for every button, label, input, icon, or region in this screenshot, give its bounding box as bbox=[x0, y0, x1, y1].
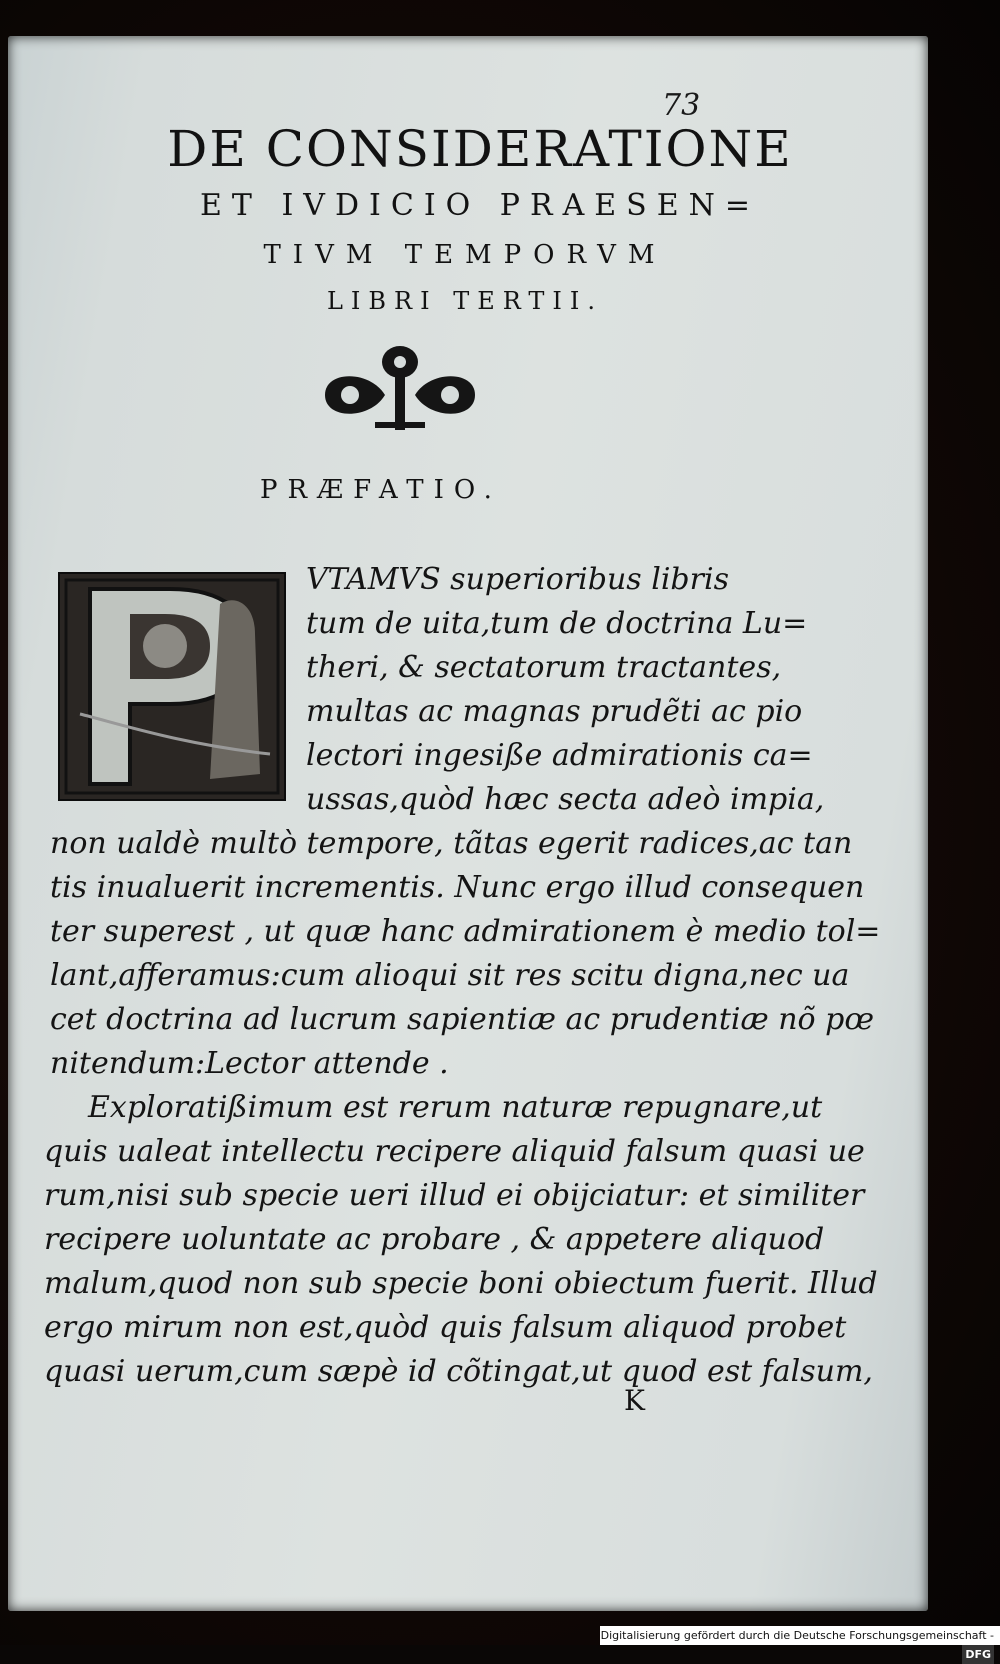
text-line: malum,quod non sub specie boni obiectum fuerit. Illud bbox=[44, 1266, 878, 1301]
signature-mark: K bbox=[624, 1384, 645, 1417]
dfg-logo: DFG bbox=[962, 1645, 994, 1664]
text-line: multas ac magnas prudẽti ac pio bbox=[306, 694, 803, 729]
title-line-2: ET IVDICIO PRAESEN= bbox=[200, 188, 760, 223]
funding-footer bbox=[600, 1626, 1000, 1661]
text-line: Exploratißimum est rerum naturæ repugnare,ut bbox=[88, 1090, 823, 1125]
text-line: non ualdè multò tempore, tãtas egerit radices,ac tan bbox=[50, 826, 853, 861]
text-line: recipere uoluntate ac probare , & appetere aliquod bbox=[44, 1222, 825, 1257]
text-line: tis inualuerit incrementis. Nunc ergo illud consequen bbox=[50, 870, 865, 905]
text-line: quasi uerum,cum sæpè id cõtingat,ut quod est falsum, bbox=[44, 1354, 873, 1389]
funding-text: Digitalisierung gefördert durch die Deutsche Forschungsgemeinschaft - bbox=[600, 1629, 994, 1642]
text-line: rum,nisi sub specie ueri illud ei obijciatur: et similiter bbox=[44, 1178, 865, 1213]
text-line: tum de uita,tum de doctrina Lu= bbox=[306, 606, 808, 641]
page-number: 73 bbox=[662, 88, 701, 123]
floral-ornament-icon bbox=[315, 340, 485, 435]
text-line: theri, & sectatorum tractantes, bbox=[306, 650, 782, 685]
text-line: ergo mirum non est,quòd quis falsum aliquod probet bbox=[44, 1310, 847, 1345]
woodcut-initial-p-icon bbox=[58, 572, 286, 801]
text-line: cet doctrina ad lucrum sapientiæ ac prudentiæ nõ pœ bbox=[50, 1002, 875, 1037]
text-line: ussas,quòd hæc secta adeò impia, bbox=[306, 782, 825, 817]
text-line: ter superest , ut quæ hanc admirationem è medio tol= bbox=[50, 914, 881, 949]
text-line: lant,afferamus:cum alioqui sit res scitu digna,nec ua bbox=[50, 958, 850, 993]
text-line: VTAMVS superioribus libris bbox=[306, 562, 729, 597]
text-line: nitendum:Lector attende . bbox=[50, 1046, 449, 1081]
title-line-4: LIBRI TERTII. bbox=[326, 287, 603, 315]
title-line-1: DE CONSIDERATIONE bbox=[167, 120, 793, 178]
text-line: quis ualeat intellectu recipere aliquid falsum quasi ue bbox=[44, 1134, 865, 1169]
text-line: lectori ingesiße admirationis ca= bbox=[306, 738, 813, 773]
title-line-3: TIVM TEMPORVM bbox=[263, 240, 667, 270]
section-heading: PRÆFATIO. bbox=[260, 475, 502, 505]
